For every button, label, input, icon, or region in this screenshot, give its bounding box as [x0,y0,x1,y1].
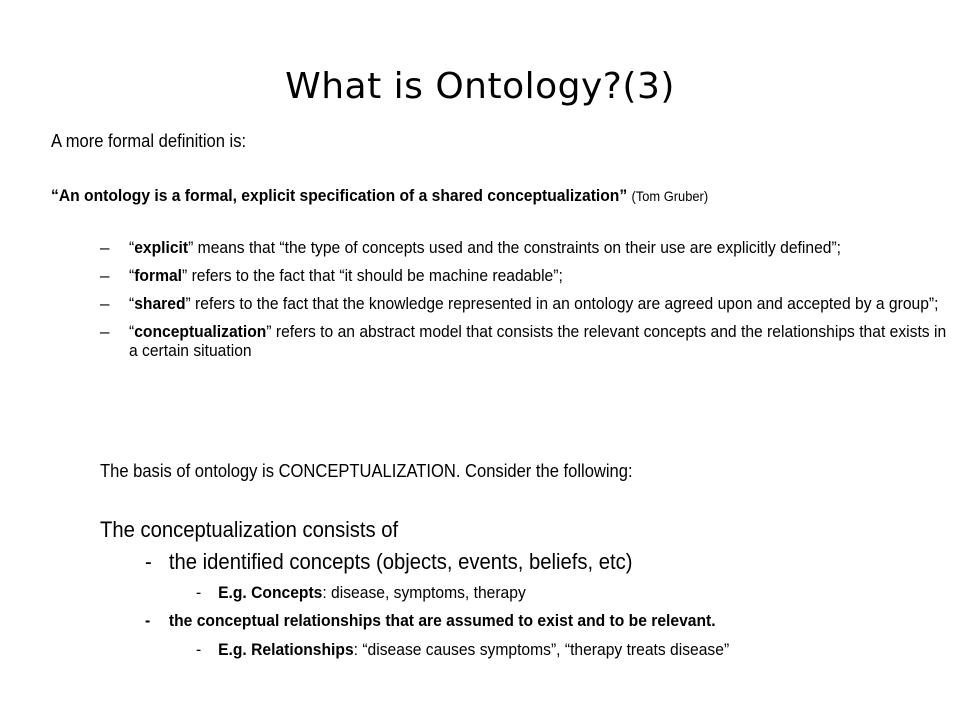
explanation-text [129,294,948,313]
definition-quote: “An ontology is a formal, explicit specification of a shared conceptualization” [51,186,628,205]
concepts-example-text: : disease, symptoms, therapy [322,583,526,602]
explanation-rest: ” refers to the fact that “it should be machine readable”; [182,266,563,285]
explanation-rest: ” means that “the type of concepts used and the constraints on their use are explicitly defined”; [188,238,842,257]
explanation-text [129,266,948,285]
definition-author: (Tom Gruber) [631,188,709,204]
basis-text: The basis of ontology is CONCEPTUALIZATION. Consider the following: [100,461,633,481]
explanation-rest: ” refers to an abstract model that consists the relevant concepts and the relationships that exists in a certain situation [129,322,947,360]
dash-bullet: - [145,549,152,574]
explanation-text [129,322,948,360]
open-quote: “ [129,266,135,285]
slide-title: What is Ontology?(3) [285,66,675,107]
open-quote: “ [129,294,135,313]
concepts-example [196,583,526,603]
explanation-term: shared [134,294,186,313]
concepts-item [145,549,632,575]
dash-bullet: – [100,294,110,313]
dash-bullet: - [145,611,151,630]
explanation-term: conceptualization [134,322,267,341]
explanation-term: formal [134,266,183,285]
concepts-example-lead: E.g. Concepts [218,583,323,602]
relationships-item [145,611,716,631]
open-quote: “ [129,238,135,257]
relationships-example [196,640,729,660]
explanation-item-conceptualization [100,322,947,360]
conceptualization-heading: The conceptualization consists of [100,517,399,542]
explanation-item-explicit [100,238,920,257]
dash-bullet: – [100,322,110,341]
dash-bullet: - [196,583,202,602]
relationships-example-lead: E.g. Relationships [218,640,354,659]
open-quote: “ [129,322,135,341]
explanation-text [129,238,948,257]
explanation-rest: ” refers to the fact that the knowledge represented in an ontology are agreed upon and accepted by a group”; [185,294,939,313]
definition-explanations [100,238,947,369]
dash-bullet: – [100,238,110,257]
explanation-item-formal [100,266,920,285]
intro-text: A more formal definition is: [51,131,247,151]
relationships-item-text: the conceptual relationships that are assumed to exist and to be relevant. [168,611,716,630]
dash-bullet: – [100,266,110,285]
explanation-term: explicit [134,238,189,257]
relationships-example-text: : “disease causes symptoms”, “therapy treats disease” [353,640,730,659]
definition-quote-line [51,186,708,206]
concepts-item-text: the identified concepts (objects, events, beliefs, etc) [168,549,633,574]
dash-bullet: - [196,640,202,659]
explanation-item-shared [100,294,939,313]
